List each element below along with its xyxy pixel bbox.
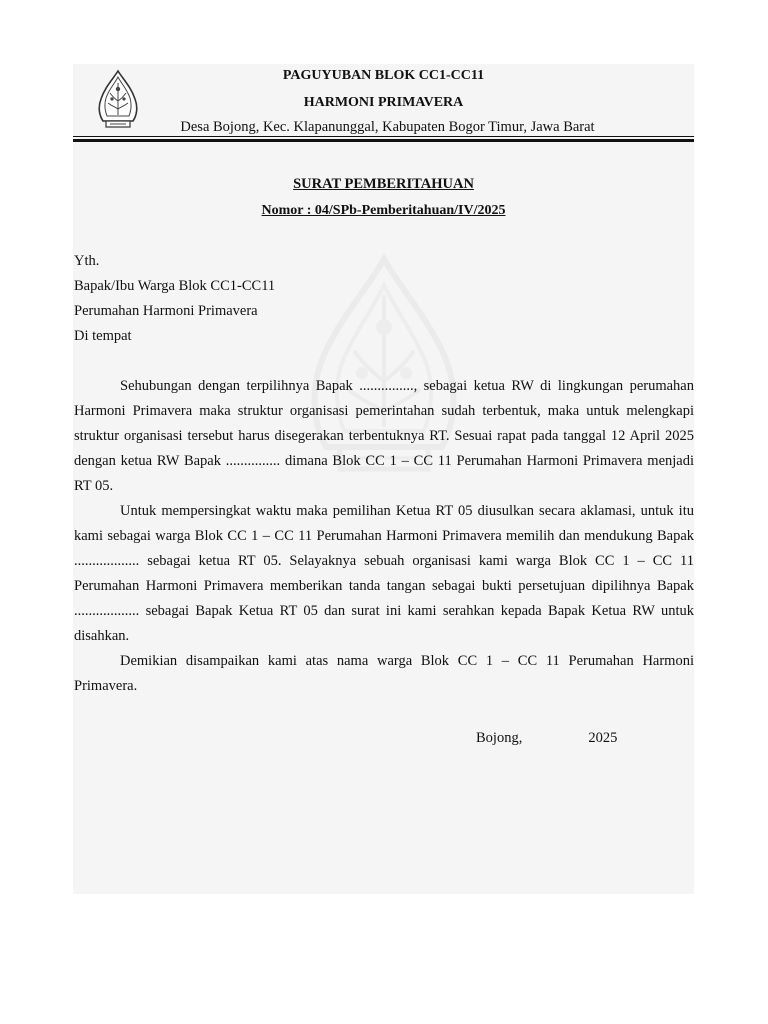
header-divider-thick [73,139,694,142]
recipient-line-1: Bapak/Ibu Warga Blok CC1-CC11 [74,278,276,294]
recipient-salutation: Yth. [74,253,100,269]
org-name: PAGUYUBAN BLOK CC1-CC11 [282,68,485,83]
body-paragraph-1: Sehubungan dengan terpilihnya Bapak ..............., sebagai ketua RW di lingkungan perumahan Harmoni Primavera maka struktur organisasi pemerintahan sudah terbentuk, maka untuk melengkapi struktur organisasi tersebut harus disegerakan terbentuknya RT. Sesuai rapat pada tanggal 12 April 2025 dengan ketua RW Bapak ............... dimana Blok CC 1 – CC 11 Perumahan Harmoni Primavera menjadi RT 05. [74,378,694,494]
body-paragraph-2: Untuk mempersingkat waktu maka pemilihan Ketua RT 05 diusulkan secara aklamasi, untuk itu kami sebagai warga Blok CC 1 – CC 11 Perumahan Harmoni Primavera memilih dan mendukung Bapak .................. sebagai ketua RT 05. Selayaknya sebuah organisasi kami warga Blok CC 1 – CC 11 Perumahan Harmoni Primavera memberikan tanda tangan sebagai bukti persetujuan dipilihnya Bapak .................. sebagai Bapak Ketua RT 05 dan surat ini kami serahkan kepada Bapak Ketua RW untuk disahkan. [74,503,694,644]
housing-name: HARMONI PRIMAVERA [303,95,464,110]
letter-body [74,374,694,699]
org-address: Desa Bojong, Kec. Klapanunggal, Kabupaten Bogor Timur, Jawa Barat [180,119,595,135]
recipient-line-2: Perumahan Harmoni Primavera [74,303,258,319]
signature-date [476,730,617,747]
letter-title: SURAT PEMBERITAHUAN [293,176,474,192]
letter-number: Nomor : 04/SPb-Pemberitahuan/IV/2025 [261,203,506,218]
signature-year: 2025 [588,730,618,746]
recipient-line-3: Di tempat [74,328,132,344]
signature-place: Bojong, [476,730,523,746]
body-paragraph-3: Demikian disampaikan kami atas nama warga Blok CC 1 – CC 11 Perumahan Harmoni Primavera. [74,653,694,694]
header-divider-thin [73,136,694,137]
